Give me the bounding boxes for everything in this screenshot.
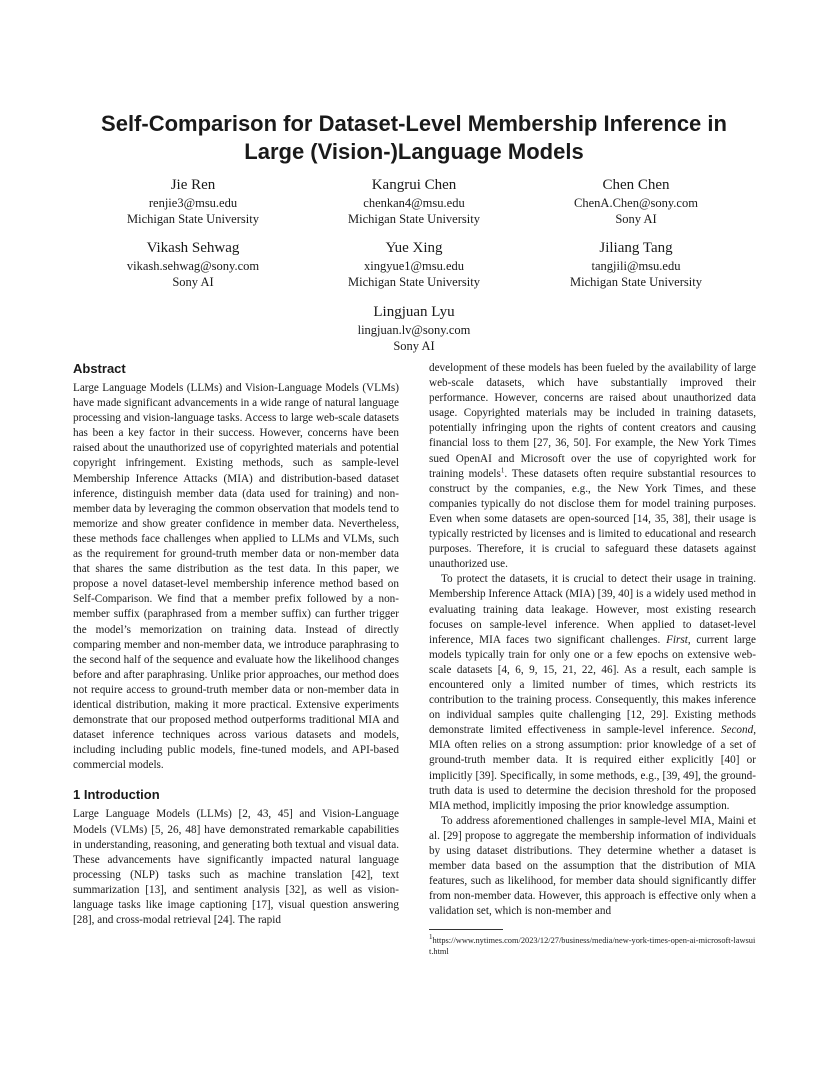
body-text: , current large models typically train for only one or a few epochs on extensive web-scale datasets [4, 6, 9, 15, 21, 22, 46]. As a result, each sample is encountered only a limited number of times, which restricts its contribution to the training process. Consequently, this makes inference on individual samples quite challenging [12, 29]. Existing methods demonstrate limited effectiveness in sample-level inference. [429,633,756,737]
left-column [73,361,399,928]
paper-title-line-2: Large (Vision-)Language Models [244,139,584,164]
author-block [294,175,534,227]
footnote-divider [429,929,503,930]
body-paragraph: To address aforementioned challenges in sample-level MIA, Maini et al. [29] propose to aggregate the membership information of individuals by using dataset distributions. They determine whether a dataset is member data based on the assumption that the distribution of MIA features, such as likelihood, for member data should significantly differ from non-member data. However, this approach is effective only when a validation set, which is non-member and [429,814,756,918]
introduction-paragraph: Large Language Models (LLMs) [2, 43, 45] and Vision-Language Models (VLMs) [5, 26, 48] have demonstrated remarkable capabilities in understanding, reasoning, and generating both textual and visual data. These advancements have significantly impacted natural language processing (NLP) tasks such as machine translation [42], text summarization [13], and sentiment analysis [32], as well as vision-language tasks like image captioning [17], visual question answering [28], and cross-modal retrieval [24]. The rapid [73,808,399,927]
body-text: To protect the datasets, it is crucial to detect their usage in training. Membership Inference Attack (MIA) [39, 40] is a widely used method in evaluating training data leakage. However, most existing research focuses on sample-level inference. When applied to dataset-level inference, MIA faces two significant challenges. [429,573,756,646]
author-affiliation: Michigan State University [348,212,480,226]
paper-title-line-1: Self-Comparison for Dataset-Level Membership Inference in [101,111,727,136]
body-text: . These datasets often require substantial resources to construct by the companies, e.g., the New York Times, and these companies typically do not disclose them for model training purposes. Even when some datasets are open-sourced [14, 35, 38], their usage is typically restricted by licenses and is limited to educational and research purposes. Therefore, it is crucial to safeguard these datasets against unauthorized use. [429,467,756,571]
abstract-body: Large Language Models (LLMs) and Vision-Language Models (VLMs) have made significant advancements in a wide range of natural language processing and vision-language tasks. Access to large web-scale datasets has been a key factor in their success. However, concerns have been raised about the unauthorized use of copyrighted materials and potential copyright infringement. Existing methods, such as sample-level Membership Inference Attacks (MIA) and distribution-based dataset inference, distinguish member data (data used for training) and non-member data by leveraging the common observation that models tend to memorize and show greater confidence in member data. Nevertheless, these methods face challenges when applied to LLMs and VLMs, such as the requirement for ground-truth member data or non-member data that shares the same distribution as the test data. In this paper, we propose a novel dataset-level membership inference method based on Self-Comparison. We find that a member prefix followed by a non-member suffix (paraphrased from a member suffix) can further trigger the model’s memorization on training data. Instead of directly comparing member and non-member data, we introduce paraphrasing to the second half of the sequence and evaluate how the likelihood changes before and after paraphrasing. Unlike prior approaches, our method does not require access to ground-truth member data or non-member data in identical distribution, making it more practical. Extensive experiments demonstrate that our proposed method outperforms traditional MIA and dataset inference techniques across various datasets and models, including including public models, fine-tuned models, and API-based commercial models. [73,382,399,772]
author-block [516,175,756,227]
body-text: development of these models has been fueled by the availability of large web-scale datasets, which have substantially improved their performance. However, concerns are raised about unauthorized data usage. Copyrighted materials may be included in training datasets, potentially infringing upon the rights of content creators and causing financial loss to them [27, 36, 50]. For example, the New York Times sued OpenAI and Microsoft over the use of copyrighted work for training models [429,362,756,480]
author-affiliation: Michigan State University [127,212,259,226]
author-block [294,238,534,290]
author-affiliation: Sony AI [172,275,214,289]
author-name: Jiliang Tang [599,240,673,256]
author-affiliation: Michigan State University [570,275,702,289]
footnote-url: https://www.nytimes.com/2023/12/27/business/media/new-york-times-open-ai-microsoft-lawsuit.html [429,936,756,957]
author-email: xingyue1@msu.edu [363,259,465,273]
footnote-marker: 1 [500,465,505,474]
author-email: tangjili@msu.edu [591,259,681,273]
arxiv-identifier-stamp [21,270,61,690]
author-email: ChenA.Chen@sony.com [574,196,698,210]
author-email: chenkan4@msu.edu [363,196,465,210]
author-block [294,302,534,354]
author-affiliation: Sony AI [393,339,435,353]
author-block [73,238,313,290]
introduction-heading: 1 Introduction [73,787,160,803]
footnote [429,935,756,957]
paper-title [70,110,758,166]
emphasis-second: Second [720,724,754,737]
author-email: vikash.sehwag@sony.com [126,259,260,273]
right-column [429,361,756,957]
body-text: , MIA often relies on a strong assumption: prior knowledge of a set of ground-truth member data. It is required either explicitly [40] or implicitly [39]. Specifically, in some methods, e.g., [39, 49], the ground-truth data is used to determine the decision threshold for the proposed MIA method, implicitly imposing the prior knowledge assumption. [429,724,756,812]
author-name: Jie Ren [170,177,216,193]
abstract-heading: Abstract [73,361,126,376]
body-paragraph [429,361,756,572]
author-name: Vikash Sehwag [146,240,240,256]
author-affiliation: Michigan State University [348,275,480,289]
author-name: Yue Xing [385,240,443,256]
author-affiliation: Sony AI [615,212,657,226]
author-name: Chen Chen [602,177,670,193]
body-paragraph [429,572,756,814]
author-name: Kangrui Chen [371,177,457,193]
footnote-number: 1 [429,933,433,942]
author-name: Lingjuan Lyu [373,304,455,320]
emphasis-first: First [666,633,688,646]
author-block [516,238,756,290]
author-block [73,175,313,227]
author-email: renjie3@msu.edu [148,196,238,210]
author-email: lingjuan.lv@sony.com [357,323,471,337]
